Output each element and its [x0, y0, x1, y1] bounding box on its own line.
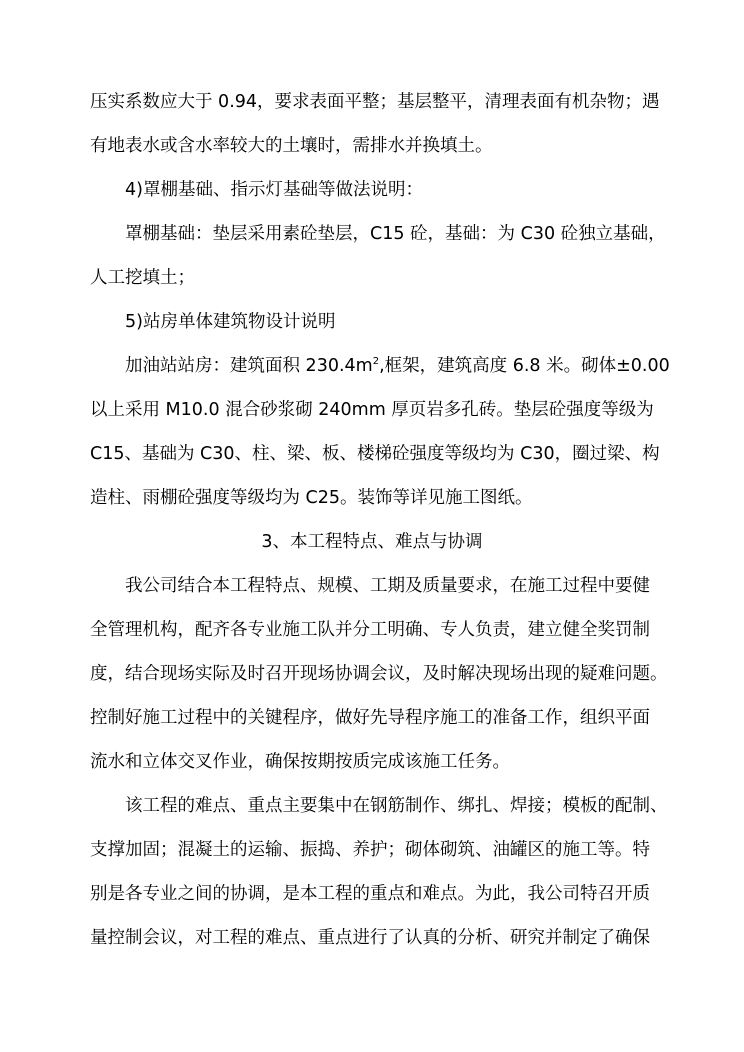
paragraph-line: 度，结合现场实际及时召开现场协调会议，及时解决现场出现的疑难问题。: [90, 664, 668, 684]
paragraph-line: 该工程的难点、重点主要集中在钢筋制作、绑扎、焊接；模板的配制、: [125, 796, 668, 816]
paragraph-line: 压实系数应大于 0.94，要求表面平整；基层整平，清理表面有机杂物；遇: [90, 92, 660, 112]
paragraph-line: C15、基础为 C30、柱、梁、板、楼梯砼强度等级均为 C30，圈过梁、构: [90, 444, 660, 464]
superscript: 2: [372, 356, 380, 368]
paragraph-line: 支撑加固；混凝土的运输、振捣、养护；砌体砌筑、油罐区的施工等。特: [90, 840, 650, 860]
section-title: 3、本工程特点、难点与协调: [261, 532, 483, 552]
paragraph-line: 以上采用 M10.0 混合砂浆砌 240mm 厚页岩多孔砖。垫层砼强度等级为: [90, 400, 654, 420]
section-heading: 4)罩棚基础、指示灯基础等做法说明：: [125, 180, 423, 200]
paragraph-line: 全管理机构，配齐各专业施工队并分工明确、专人负责，建立健全奖罚制: [90, 620, 650, 640]
paragraph-line: 量控制会议，对工程的难点、重点进行了认真的分析、研究并制定了确保: [90, 928, 650, 948]
paragraph-line: 我公司结合本工程特点、规模、工期及质量要求，在施工过程中要健: [125, 576, 650, 596]
line-segment: 加油站站房：建筑面积 230.4m: [125, 356, 373, 376]
paragraph-line: 流水和立体交叉作业，确保按期按质完成该施工任务。: [90, 752, 510, 772]
paragraph-line: 造柱、雨棚砼强度等级均为 C25。装饰等详见施工图纸。: [90, 488, 533, 508]
section-heading: 5)站房单体建筑物设计说明: [125, 312, 336, 332]
paragraph-line: 别是各专业之间的协调，是本工程的重点和难点。为此，我公司特召开质: [90, 884, 650, 904]
paragraph-line: 罩棚基础：垫层采用素砼垫层，C15 砼，基础：为 C30 砼独立基础，: [125, 224, 666, 244]
paragraph-line: [125, 355, 670, 377]
paragraph-line: 控制好施工过程中的关键程序，做好先导程序施工的准备工作，组织平面: [90, 708, 650, 728]
paragraph-line: 有地表水或含水率较大的土壤时，需排水并换填土。: [90, 136, 493, 156]
line-segment: ,框架，建筑高度 6.8 米。砌体±0.00: [379, 356, 670, 376]
paragraph-line: 人工挖填土；: [90, 268, 195, 288]
